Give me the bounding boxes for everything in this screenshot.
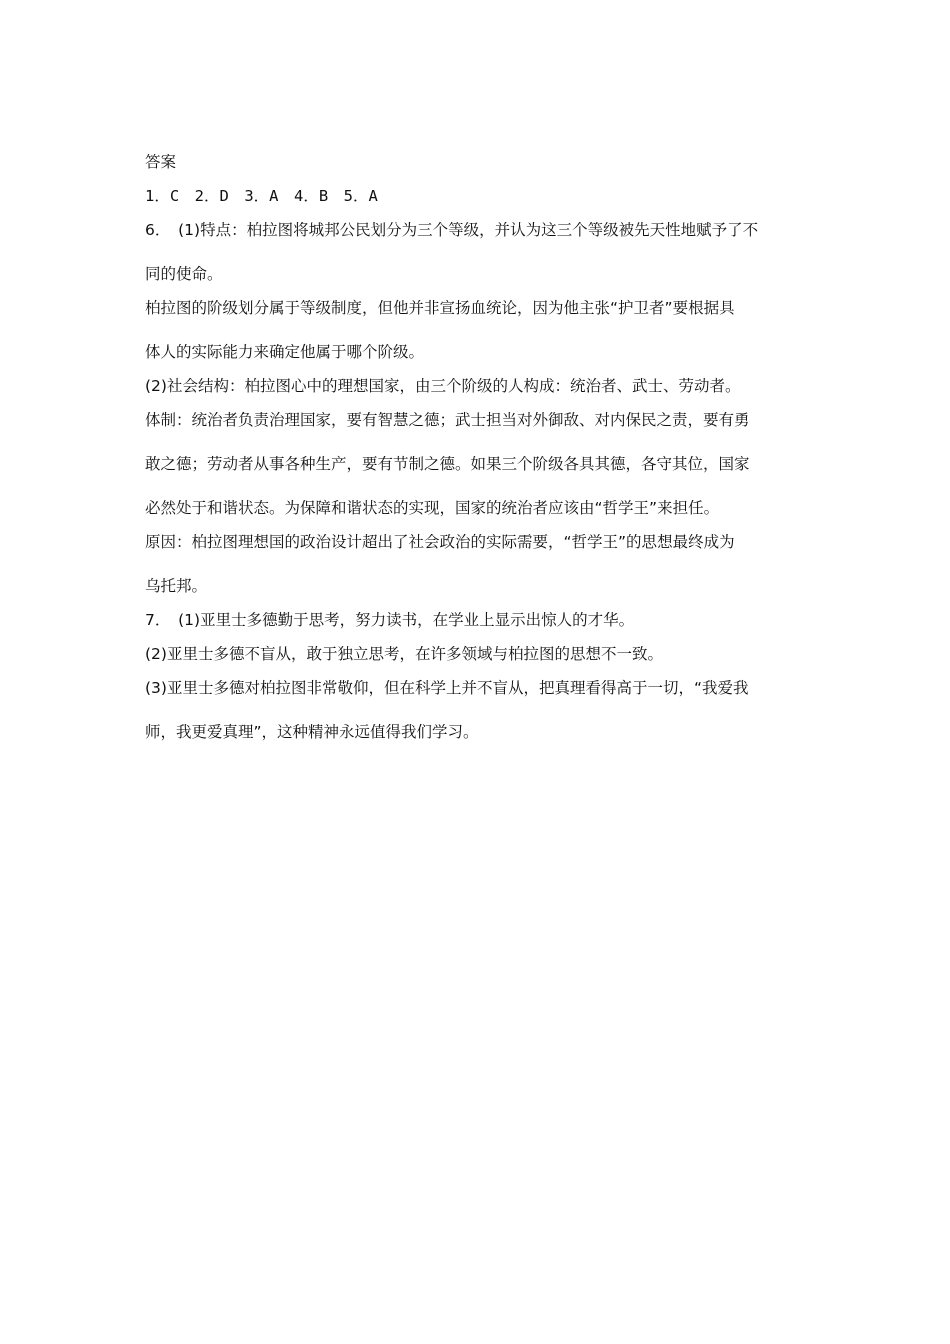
answer-section (145, 150, 810, 754)
answer-line-q6-3a: 原因：柏拉图理想国的政治设计超出了社会政治的实际需要，“哲学王”的思想最终成为 (145, 533, 735, 551)
answer-line-choice: 1．C 2．D 3．A 4．B 5．A (145, 187, 378, 205)
answer-heading: 答案 (145, 153, 177, 171)
answer-line-q6-3b: 乌托邦。 (145, 577, 208, 595)
answer-line-q6-1d: 体人的实际能力来确定他属于哪个阶级。 (145, 343, 425, 361)
answer-line-q6-1a: 6． (1)特点：柏拉图将城邦公民划分为三个等级，并认为这三个等级被先天性地赋予了不 (145, 221, 759, 239)
answer-line-q7-3b: 师，我更爱真理”，这种精神永远值得我们学习。 (145, 723, 479, 741)
answer-line-q6-1b: 同的使命。 (145, 265, 223, 283)
answer-line-q6-2c: 敢之德；劳动者从事各种生产，要有节制之德。如果三个阶级各具其德，各守其位，国家 (145, 455, 750, 473)
answer-line-q7-3a: (3)亚里士多德对柏拉图非常敬仰，但在科学上并不盲从，把真理看得高于一切，“我爱我 (145, 679, 749, 697)
answer-line-q6-2b: 体制：统治者负责治理国家，要有智慧之德；武士担当对外御敌、对内保民之责，要有勇 (145, 411, 750, 429)
answer-line-q7-1: 7． (1)亚里士多德勤于思考，努力读书，在学业上显示出惊人的才华。 (145, 611, 635, 629)
answer-line-q7-2: (2)亚里士多德不盲从，敢于独立思考，在许多领域与柏拉图的思想不一致。 (145, 645, 663, 663)
answer-line-q6-2d: 必然处于和谐状态。为保障和谐状态的实现，国家的统治者应该由“哲学王”来担任。 (145, 499, 720, 517)
answer-line-q6-1c: 柏拉图的阶级划分属于等级制度，但他并非宣扬血统论，因为他主张“护卫者”要根据具 (145, 299, 735, 317)
answer-line-q6-2a: (2)社会结构：柏拉图心中的理想国家，由三个阶级的人构成：统治者、武士、劳动者。 (145, 377, 741, 395)
